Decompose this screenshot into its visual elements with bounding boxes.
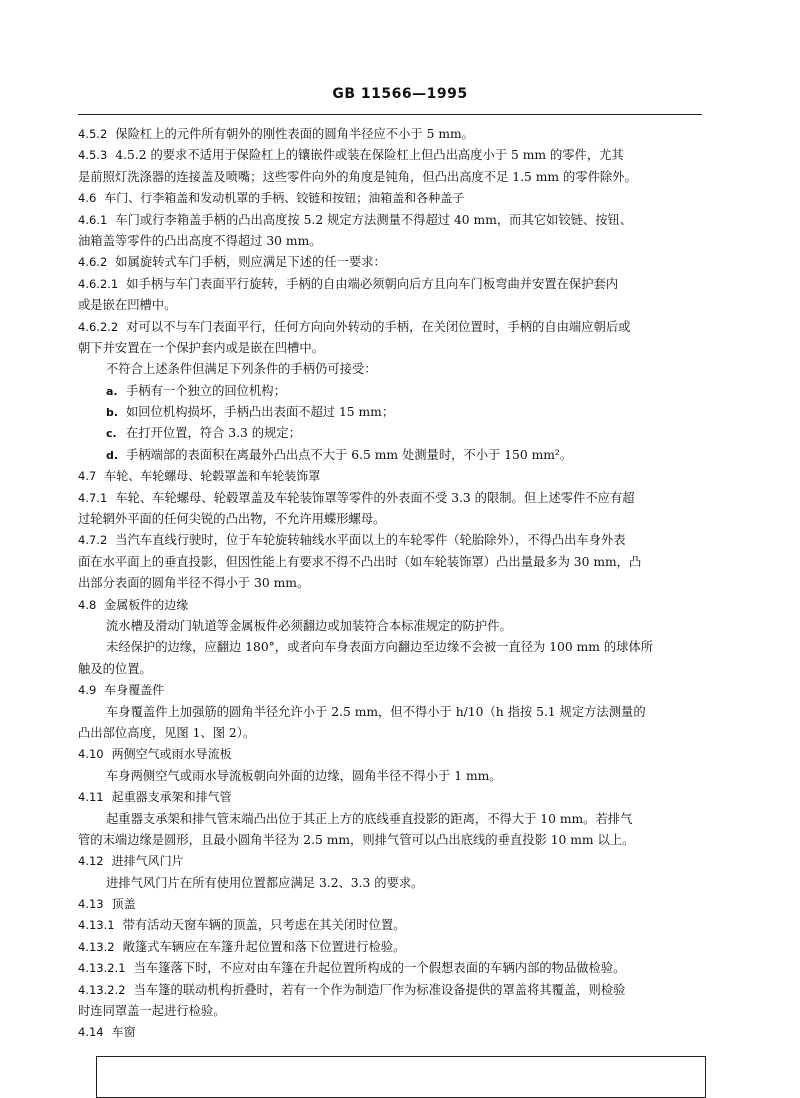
line-text: 进排气风门片在所有使用位置都应满足 3.2、3.3 的要求。 <box>106 875 424 890</box>
section-heading <box>78 894 702 915</box>
line-text: 起重器支承架和排气管末端凸出位于其正上方的底线垂直投影的距离，不得大于 10 mm。若排气 <box>106 811 633 826</box>
clause-paragraph <box>78 210 702 231</box>
paragraph-continuation <box>78 830 702 851</box>
line-text: 两侧空气或雨水导流板 <box>111 747 232 762</box>
list-marker: b. <box>106 406 119 420</box>
clause-number: 4.9 <box>78 683 97 698</box>
clause-paragraph <box>78 317 702 338</box>
clause-number: 4.13.1 <box>78 918 115 933</box>
line-text: 面在水平面上的垂直投影，但因性能上有要求不得不凸出时（如车轮装饰罩）凸出量最多为 30 mm，凸 <box>78 554 642 569</box>
line-text: 进排气风门片 <box>111 854 184 869</box>
clause-number: 4.13.2 <box>78 939 115 954</box>
line-text: 是前照灯洗涤器的连接盖及喷嘴；这些零件向外的角度是钝角，但凸出高度不足 1.5 mm 的零件除外。 <box>78 169 637 184</box>
clause-paragraph <box>78 145 702 166</box>
line-text: 车窗 <box>111 1025 136 1040</box>
line-text: 触及的位置。 <box>78 661 152 676</box>
line-text: 不符合上述条件但满足下列条件的手柄仍可接受： <box>106 362 377 377</box>
clause-paragraph <box>78 958 702 979</box>
indented-paragraph <box>78 702 702 723</box>
line-text: 未经保护的边缘，应翻边 180°，或者向车身表面方向翻边至边缘不会被一直径为 100 mm 的球体所 <box>106 640 654 655</box>
line-text: 车门或行李箱盖手柄的凸出高度按 5.2 规定方法测量不得超过 40 mm，而其它如铰链、按钮、 <box>115 212 633 227</box>
line-text: 车轮、车轮螺母、轮毂罩盖及车轮装饰罩等零件的外表面不受 3.3 的限制。但上述零件不应有超 <box>115 490 635 505</box>
clause-number: 4.13.2.1 <box>78 961 126 976</box>
section-heading <box>78 744 702 765</box>
line-text: 当车篷落下时，不应对由车篷在升起位置所构成的一个假想表面的车辆内部的物品做检验。 <box>133 961 626 976</box>
clause-number: 4.6 <box>78 191 97 206</box>
indented-paragraph <box>78 873 702 894</box>
line-text: 油箱盖等零件的凸出高度不得超过 30 mm。 <box>78 233 322 248</box>
list-item <box>78 423 702 444</box>
clause-number: 4.7.2 <box>78 533 108 548</box>
line-text: 4.5.2 的要求不适用于保险杠上的镶嵌件或装在保险杠上但凸出高度小于 5 mm 的零件，尤其 <box>115 148 624 163</box>
paragraph-continuation <box>78 167 702 188</box>
clause-number: 4.13 <box>78 897 104 912</box>
clause-number: 4.11 <box>78 790 104 805</box>
clause-paragraph <box>78 937 702 958</box>
paragraph-continuation <box>78 509 702 530</box>
line-text: 手柄端部的表面积在离最外凸出点不大于 6.5 mm 处测量时，不小于 150 mm²。 <box>126 447 573 462</box>
paragraph-continuation <box>78 552 702 573</box>
line-text: 朝下并安置在一个保护套内或是嵌在凹槽中。 <box>78 340 324 355</box>
line-text: 出部分表面的圆角半径不得小于 30 mm。 <box>78 576 310 591</box>
line-text: 车身覆盖件上加强筋的圆角半径允许小于 2.5 mm，但不得小于 h/10（h 指按 5.1 规定方法测量的 <box>106 704 646 719</box>
indented-paragraph <box>78 359 702 380</box>
section-heading <box>78 787 702 808</box>
paragraph-continuation <box>78 573 702 594</box>
line-text: 管的末端边缘是圆形，且最小圆角半径为 2.5 mm，则排气管可以凸出底线的垂直投影 10 mm 以上。 <box>78 832 635 847</box>
list-item <box>78 445 702 466</box>
document-body <box>78 124 702 1044</box>
clause-number: 4.10 <box>78 747 104 762</box>
line-text: 车轮、车轮螺母、轮毂罩盖和车轮装饰罩 <box>104 469 321 484</box>
line-text: 金属板件的边缘 <box>104 597 189 612</box>
paragraph-continuation <box>78 659 702 680</box>
list-marker: c. <box>106 427 117 441</box>
line-text: 敞篷式车辆应在车篷升起位置和落下位置进行检验。 <box>122 939 406 954</box>
paragraph-continuation <box>78 338 702 359</box>
clause-paragraph <box>78 980 702 1001</box>
clause-number: 4.6.1 <box>78 212 108 227</box>
section-heading <box>78 680 702 701</box>
line-text: 顶盖 <box>111 897 136 912</box>
header-rule <box>78 114 702 115</box>
clause-number: 4.6.2 <box>78 255 108 270</box>
section-heading <box>78 466 702 487</box>
line-text: 如属旋转式车门手柄，则应满足下述的任一要求： <box>115 255 386 270</box>
clause-paragraph <box>78 252 702 273</box>
line-text: 车身两侧空气或雨水导流板朝向外面的边缘，圆角半径不得小于 1 mm。 <box>106 768 502 783</box>
clause-number: 4.7 <box>78 469 97 484</box>
section-heading <box>78 851 702 872</box>
line-text: 当汽车直线行驶时，位于车轮旋转轴线水平面以上的车轮零件（轮胎除外），不得凸出车身外表 <box>115 533 626 548</box>
line-text: 车门、行李箱盖和发动机罩的手柄、铰链和按钮；油箱盖和各种盖子 <box>104 191 465 206</box>
clause-paragraph <box>78 274 702 295</box>
clause-number: 4.8 <box>78 597 97 612</box>
indented-paragraph <box>78 616 702 637</box>
indented-paragraph <box>78 766 702 787</box>
page-header: GB 11566—1995 <box>332 86 468 102</box>
paragraph-continuation <box>78 295 702 316</box>
indented-paragraph <box>78 637 702 658</box>
clause-number: 4.7.1 <box>78 490 108 505</box>
clause-number: 4.5.3 <box>78 148 108 163</box>
clause-paragraph <box>78 530 702 551</box>
line-text: 如回位机构损坏，手柄凸出表面不超过 15 mm； <box>126 405 395 420</box>
clause-paragraph <box>78 124 702 145</box>
clause-number: 4.6.2.1 <box>78 276 119 291</box>
clause-number: 4.12 <box>78 854 104 869</box>
line-text: 时连同罩盖一起进行检验。 <box>78 1004 226 1019</box>
clause-paragraph <box>78 915 702 936</box>
line-text: 或是嵌在凹槽中。 <box>78 298 177 313</box>
indented-paragraph <box>78 809 702 830</box>
line-text: 起重器支承架和排气管 <box>111 790 232 805</box>
clause-number: 4.5.2 <box>78 127 108 141</box>
line-text: 手柄有一个独立的回位机构； <box>126 383 286 398</box>
line-text: 对可以不与车门表面平行，任何方向向外转动的手柄，在关闭位置时，手柄的自由端应朝后或 <box>126 319 631 334</box>
list-item <box>78 381 702 402</box>
bottom-frame <box>96 1056 706 1098</box>
list-marker: d. <box>106 448 119 462</box>
section-heading <box>78 595 702 616</box>
line-text: 凸出部位高度，见图 1、图 2）。 <box>78 725 256 740</box>
line-text: 保险杠上的元件所有朝外的刚性表面的圆角半径应不小于 5 mm。 <box>115 127 474 141</box>
clause-number: 4.13.2.2 <box>78 982 126 997</box>
list-item <box>78 402 702 423</box>
paragraph-continuation <box>78 723 702 744</box>
clause-paragraph <box>78 488 702 509</box>
section-heading <box>78 1022 702 1043</box>
paragraph-continuation <box>78 231 702 252</box>
line-text: 在打开位置，符合 3.3 的规定； <box>126 426 301 441</box>
clause-number: 4.14 <box>78 1025 104 1040</box>
line-text: 过轮辋外平面的任何尖锐的凸出物，不允许用蝶形螺母。 <box>78 512 386 527</box>
line-text: 流水槽及滑动门轨道等金属板件必须翻边或加装符合本标准规定的防护件。 <box>106 618 512 633</box>
paragraph-continuation <box>78 1001 702 1022</box>
section-heading <box>78 188 702 209</box>
clause-number: 4.6.2.2 <box>78 319 119 334</box>
line-text: 当车篷的联动机构折叠时，若有一个作为制造厂作为标准设备提供的罩盖将其覆盖，则检验 <box>133 982 626 997</box>
line-text: 车身覆盖件 <box>104 683 165 698</box>
line-text: 带有活动天窗车辆的顶盖，只考虑在其关闭时位置。 <box>122 918 406 933</box>
list-marker: a. <box>106 384 118 398</box>
line-text: 如手柄与车门表面平行旋转，手柄的自由端必须朝向后方且向车门板弯曲并安置在保护套内 <box>126 276 619 291</box>
